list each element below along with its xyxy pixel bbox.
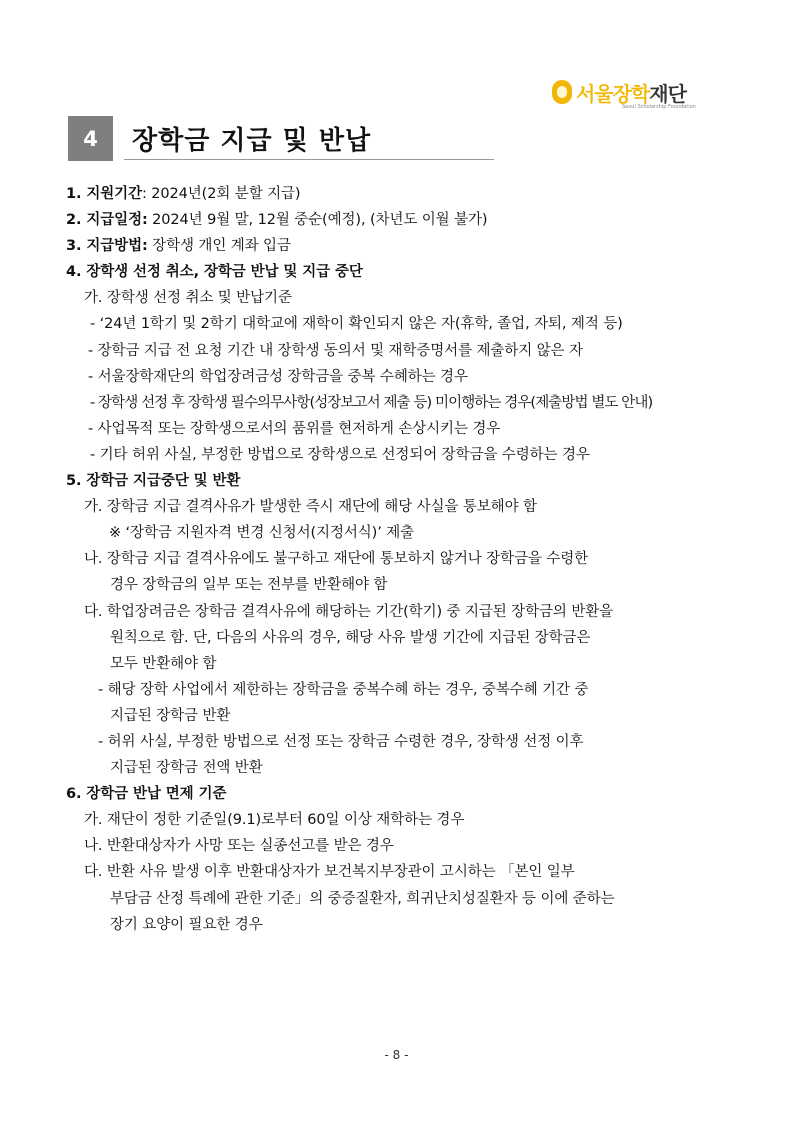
section-5-b-line2: 경우 장학금의 일부 또는 전부를 반환해야 함 (110, 577, 388, 594)
section-4-heading: 4. 장학생 선정 취소, 장학금 반납 및 지급 중단 (66, 264, 363, 281)
list-item: - 사업목적 또는 장학생으로서의 품위를 현저하게 손상시키는 경우 (88, 420, 501, 437)
chapter-title: 장학금 지급 및 반납 (132, 126, 372, 156)
section-5-b-line1: 나. 장학금 지급 결격사유에도 불구하고 재단에 통보하지 않거나 장학금을 수령한 (84, 551, 589, 568)
section-6-c-line2: 부담금 산정 특례에 관한 기준」의 중증질환자, 희귀난치성질환자 등 이에 준하는 (110, 890, 615, 907)
page-number: - 8 - (384, 1048, 409, 1062)
section-5-c-line3: 모두 반환해야 함 (110, 655, 217, 672)
section-5-e-line1: - 허위 사실, 부정한 방법으로 선정 또는 장학금 수령한 경우, 장학생 선정 이후 (98, 733, 584, 750)
section-5-e-line2: 지급된 장학금 전액 반환 (110, 760, 263, 777)
list-item: - 장학생 선정 후 장학생 필수의무사항(성장보고서 제출 등) 미이행하는 경우(제출방법 별도 안내) (90, 394, 653, 411)
section-5-a: 가. 장학금 지급 결격사유가 발생한 즉시 재단에 해당 사실을 통보해야 함 (84, 499, 537, 516)
section-5-c-line1: 다. 학업장려금은 장학금 결격사유에 해당하는 기간(학기) 중 지급된 장학금의 반환을 (84, 603, 614, 620)
section-5-d-line2: 지급된 장학금 반환 (110, 707, 231, 724)
list-item: - ‘24년 1학기 및 2학기 대학교에 재학이 확인되지 않은 자(휴학, 졸업, 자퇴, 제적 등) (90, 316, 623, 333)
logo-subtitle: Seoul Scholarship Foundation (622, 104, 696, 110)
section-2: 2. 지급일정: 2024년 9월 말, 12월 중순(예정), (차년도 이월 불가) (66, 212, 488, 229)
logo-seal-icon (552, 80, 572, 104)
section-6-b: 나. 반환대상자가 사망 또는 실종선고를 받은 경우 (84, 838, 394, 855)
section-6-a: 가. 재단이 정한 기준일(9.1)로부터 60일 이상 재학하는 경우 (84, 812, 465, 829)
list-item: - 기타 허위 사실, 부정한 방법으로 장학생으로 선정되어 장학금을 수령하는 경우 (90, 446, 590, 463)
document-body (66, 181, 756, 938)
section-6-c-line3: 장기 요양이 필요한 경우 (110, 916, 263, 933)
section-1: 1. 지원기간: 2024년(2회 분할 지급) (66, 186, 301, 202)
section-5-heading: 5. 장학금 지급중단 및 반환 (66, 473, 241, 490)
section-5-d-line1: - 해당 장학 사업에서 제한하는 장학금을 중복수혜 하는 경우, 중복수혜 기간 중 (98, 681, 589, 698)
chapter-divider (124, 159, 494, 160)
section-6-c-line1: 다. 반환 사유 발생 이후 반환대상자가 보건복지부장관이 고시하는 「본인 일부 (84, 864, 575, 881)
list-item: - 서울장학재단의 학업장려금성 장학금을 중복 수혜하는 경우 (88, 368, 468, 385)
section-5-a-note: ※ ‘장학금 지원자격 변경 신청서(지정서식)’ 제출 (109, 525, 415, 542)
list-item: - 장학금 지급 전 요청 기간 내 장학생 동의서 및 재학증명서를 제출하지 않은 자 (88, 342, 583, 359)
foundation-logo (552, 78, 702, 112)
chapter-header (68, 116, 494, 161)
chapter-number: 4 (68, 116, 113, 161)
section-4-sub-a: 가. 장학생 선정 취소 및 반납기준 (84, 290, 292, 307)
section-6-heading: 6. 장학금 반납 면제 기준 (66, 786, 227, 803)
section-3: 3. 지급방법: 장학생 개인 계좌 입금 (66, 238, 291, 255)
section-5-c-line2: 원칙으로 함. 단, 다음의 사유의 경우, 해당 사유 발생 기간에 지급된 장학금은 (110, 629, 591, 646)
logo-name: 서울장학재단 (576, 82, 686, 106)
